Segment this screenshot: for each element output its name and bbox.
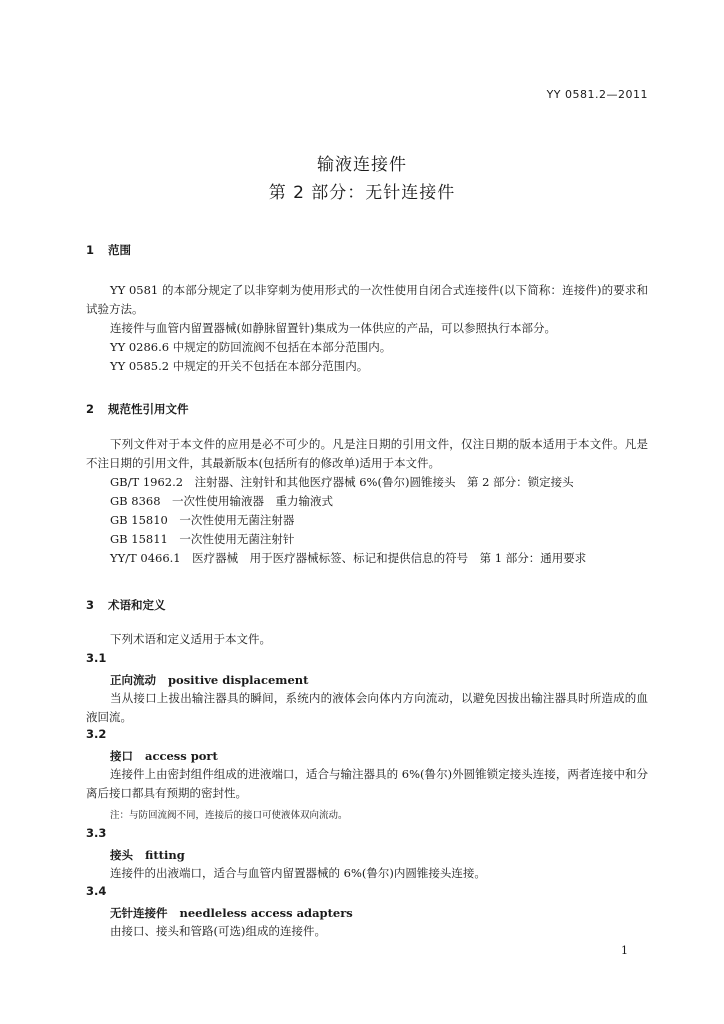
term-en: access port — [145, 749, 218, 763]
term-heading — [110, 672, 308, 688]
reference-item: GB/T 1962.2 注射器、注射针和其他医疗器械 6%(鲁尔)圆锥接头 第 2 部分：锁定接头 — [110, 475, 574, 489]
paragraph: 下列术语和定义适用于本文件。 — [110, 632, 271, 646]
term-number: 3.4 — [86, 884, 107, 898]
term-zh: 接口 — [110, 749, 133, 763]
paragraph: YY 0581 的本部分规定了以非穿刺为使用形式的一次性使用自闭合式连接件(以下简称：连接件)的要求和试验方法。 — [86, 283, 648, 316]
section-title: 规范性引用文件 — [108, 402, 189, 416]
paragraph: YY 0585.2 中规定的开关不包括在本部分范围内。 — [110, 359, 369, 373]
section-title: 范围 — [108, 243, 131, 257]
term-en: fitting — [145, 848, 185, 862]
term-definition — [86, 922, 648, 941]
paragraph: 下列文件对于本文件的应用是必不可少的。凡是注日期的引用文件，仅注日期的版本适用于本文件。凡是不注日期的引用文件，其最新版本(包括所有的修改单)适用于本文件。 — [86, 437, 648, 470]
term-note: 注：与防回流阀不同，连接后的接口可使液体双向流动。 — [110, 810, 348, 821]
term-number: 3.2 — [86, 727, 107, 741]
standard-code: YY 0581.2—2011 — [546, 88, 648, 101]
section-number: 2 — [86, 402, 95, 416]
page-number: 1 — [621, 944, 628, 957]
section-2-heading — [86, 401, 189, 417]
term-zh: 无针连接件 — [110, 906, 168, 920]
reference-item: GB 8368 一次性使用输液器 重力输液式 — [110, 494, 334, 508]
section-2-body — [86, 435, 648, 568]
term-heading — [110, 905, 353, 921]
paragraph: 由接口、接头和管路(可选)组成的连接件。 — [110, 924, 326, 938]
paragraph: 连接件上由密封组件组成的进液端口，适合与输注器具的 6%(鲁尔)外圆锥锁定接头连接，两者连接中和分离后接口都具有预期的密封性。 — [86, 767, 648, 800]
document-title: 输液连接件 — [317, 155, 407, 175]
term-number: 3.1 — [86, 651, 107, 665]
reference-item: GB 15810 一次性使用无菌注射器 — [110, 513, 295, 527]
section-number: 3 — [86, 598, 95, 612]
document-subtitle: 第 2 部分：无针连接件 — [268, 183, 456, 203]
paragraph: 连接件的出液端口，适合与血管内留置器械的 6%(鲁尔)内圆锥接头连接。 — [110, 866, 486, 880]
term-definition — [86, 689, 648, 727]
section-3-intro — [86, 630, 648, 649]
term-zh: 正向流动 — [110, 673, 156, 687]
reference-item: GB 15811 一次性使用无菌注射针 — [110, 532, 295, 546]
term-number: 3.3 — [86, 826, 107, 840]
term-en: needleless access adapters — [179, 906, 353, 920]
section-title: 术语和定义 — [108, 598, 166, 612]
term-definition — [86, 864, 648, 883]
section-1-body — [86, 281, 648, 376]
section-number: 1 — [86, 243, 95, 257]
term-heading — [110, 847, 185, 863]
term-zh: 接头 — [110, 848, 133, 862]
section-3-heading — [86, 597, 166, 613]
paragraph: 连接件与血管内留置器械(如静脉留置针)集成为一体供应的产品，可以参照执行本部分。 — [110, 321, 556, 335]
paragraph: 当从接口上拔出输注器具的瞬间，系统内的液体会向体内方向流动，以避免因拔出输注器具时所造成的血液回流。 — [86, 691, 648, 724]
reference-item: YY/T 0466.1 医疗器械 用于医疗器械标签、标记和提供信息的符号 第 1 部分：通用要求 — [110, 551, 587, 565]
paragraph: YY 0286.6 中规定的防回流阀不包括在本部分范围内。 — [110, 340, 392, 354]
term-en: positive displacement — [168, 673, 309, 687]
section-1-heading — [86, 242, 131, 258]
term-heading — [110, 748, 218, 764]
term-definition — [86, 765, 648, 825]
